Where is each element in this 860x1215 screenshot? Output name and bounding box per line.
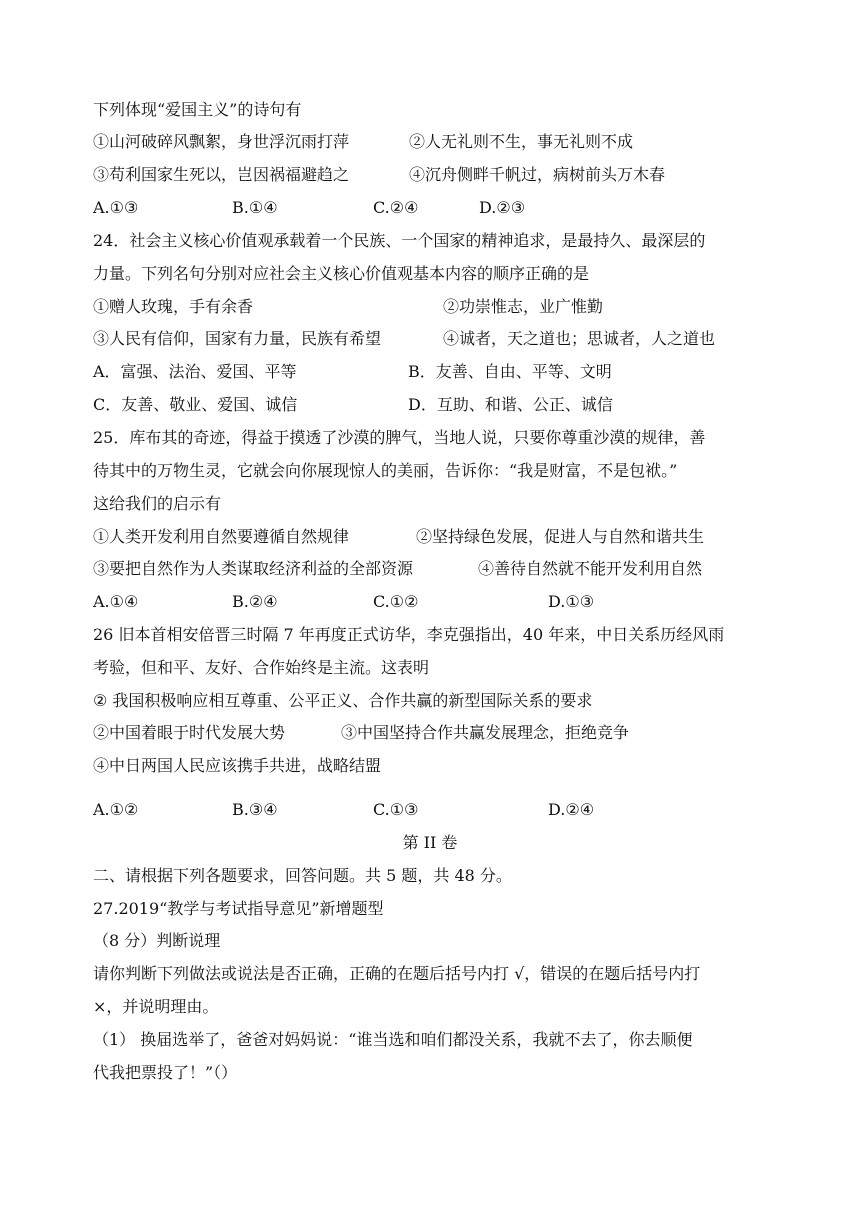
q25-item-4: ④善待自然就不能开发利用自然 [478, 559, 703, 578]
q26-item-3: ③中国坚持合作共赢发展理念，拒绝竞争 [341, 723, 630, 742]
q26-option-c: C.①③ [373, 800, 419, 819]
q27-sub1-line1: （1） 换届选举了，爸爸对妈妈说：“谁当选和咱们都没关系，我就不去了，你去顺便 [93, 1030, 693, 1049]
q25-option-d: D.①③ [548, 592, 595, 611]
q23-option-b: B.①④ [232, 198, 278, 217]
q27-instructions-line2: ×，并说明理由。 [93, 997, 219, 1016]
section-2-title: 第 II 卷 [402, 833, 458, 852]
q25-option-c: C.①② [373, 592, 419, 611]
q23-item-1: ①山河破碎风飘絮，身世浮沉雨打萍 [93, 132, 350, 151]
q27-sub1-line2: 代我把票投了！”（） [93, 1063, 238, 1082]
q24-option-a: A．富强、法治、爱国、平等 [93, 362, 297, 381]
q25-item-3: ③要把自然作为人类谋取经济利益的全部资源 [93, 559, 414, 578]
q23-item-4: ④沉舟侧畔千帆过，病树前头万木春 [409, 165, 666, 184]
section-2-instructions: 二、请根据下列各题要求，回答问题。共 5 题，共 48 分。 [93, 866, 512, 885]
q26-option-a: A.①② [93, 800, 139, 819]
q26-option-d: D.②④ [548, 800, 595, 819]
q25-item-1: ①人类开发利用自然要遵循自然规律 [93, 527, 350, 546]
q24-item-3: ③人民有信仰，国家有力量，民族有希望 [93, 329, 382, 348]
q27-type: （8 分）判断说理 [93, 931, 221, 950]
q26-stem-line1: 26 旧本首相安倍晋三时隔 7 年再度正式访华，李克强指出，40 年来，中日关系历经风雨 [93, 625, 725, 644]
q26-option-b: B.③④ [232, 800, 278, 819]
q25-option-b: B.②④ [232, 592, 278, 611]
q27-header: 27.2019“教学与考试指导意见”新增题型 [93, 899, 384, 918]
q25-item-2: ②坚持绿色发展，促进人与自然和谐共生 [416, 527, 705, 546]
q24-item-4: ④诚者，天之道也；思诚者，人之道也 [443, 329, 716, 348]
q24-option-d: D．互助、和谐、公正、诚信 [408, 395, 613, 414]
q23-option-a: A.①③ [93, 198, 139, 217]
q24-option-b: B．友善、自由、平等、文明 [408, 362, 612, 381]
q25-stem-line2: 待其中的万物生灵，它就会向你展现惊人的美丽，告诉你：“我是财富，不是包袱。” [93, 461, 678, 480]
q23-stem: 下列体现“爱国主义”的诗句有 [93, 100, 302, 119]
q23-option-d: D.②③ [479, 198, 526, 217]
q25-stem-line3: 这给我们的启示有 [93, 494, 222, 513]
q26-item-2: ②中国着眼于时代发展大势 [93, 723, 286, 742]
q25-option-a: A.①④ [93, 592, 139, 611]
q25-stem-line1: 25．库布其的奇迹，得益于摸透了沙漠的脾气，当地人说，只要你尊重沙漠的规律，善 [93, 428, 706, 447]
q24-stem-line2: 力量。下列名句分别对应社会主义核心价值观基本内容的顺序正确的是 [93, 264, 590, 283]
q26-item-1-text: 我国积极响应相互尊重、公平正义、合作共赢的新型国际关系的要求 [107, 691, 593, 710]
q24-item-2: ②功崇惟志，业广惟勤 [443, 297, 604, 316]
q26-item-4: ④中日两国人民应该携手共进，战略结盟 [93, 756, 382, 775]
q26-item-1-mark: ② [93, 691, 108, 710]
q24-item-1: ①赠人玫瑰，手有余香 [93, 297, 254, 316]
q27-instructions-line1: 请你判断下列做法或说法是否正确，正确的在题后括号内打 √，错误的在题后括号内打 [93, 964, 701, 983]
q26-stem-line2: 考验，但和平、友好、合作始终是主流。这表明 [93, 658, 430, 677]
q26-item-1 [93, 690, 780, 712]
q24-option-c: C．友善、敬业、爱国、诚信 [93, 395, 298, 414]
q23-item-2: ②人无礼则不生，事无礼则不成 [409, 132, 634, 151]
q23-option-c: C.②④ [373, 198, 419, 217]
q24-stem-line1: 24．社会主义核心价值观承载着一个民族、一个国家的精神追求，是最持久、最深层的 [93, 231, 706, 250]
q23-item-3: ③苟利国家生死以，岂因祸福避趋之 [93, 165, 350, 184]
